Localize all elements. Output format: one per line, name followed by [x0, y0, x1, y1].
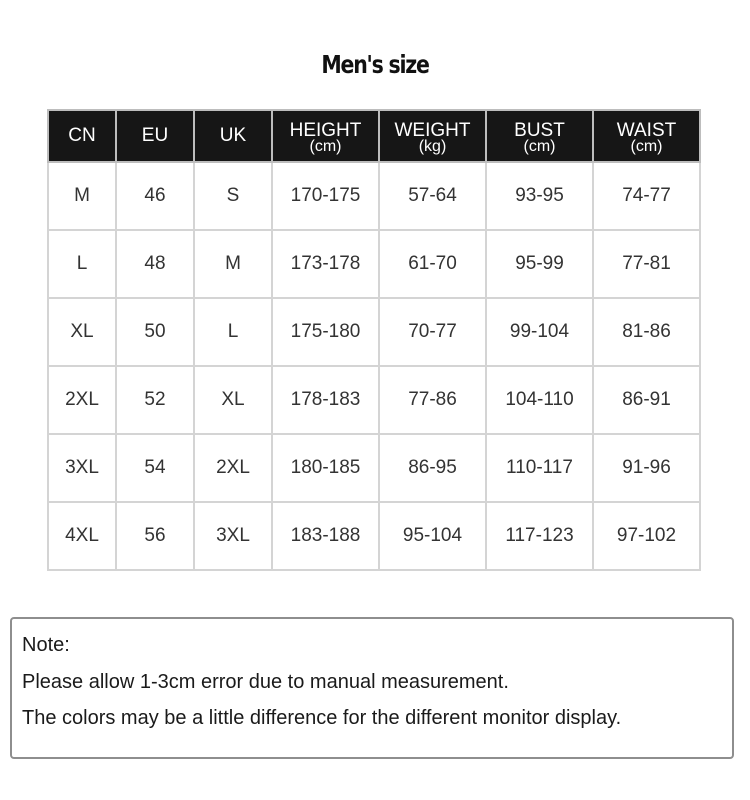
header-bust: [486, 110, 593, 162]
header-label: EU: [141, 125, 169, 146]
table-cell: M: [48, 162, 116, 230]
table-cell: 57-64: [379, 162, 486, 230]
table-cell: 77-86: [379, 366, 486, 434]
table-cell: M: [194, 230, 272, 298]
table-cell: 70-77: [379, 298, 486, 366]
header-eu: [116, 110, 194, 162]
table-header-row: [48, 110, 700, 162]
header-height: [272, 110, 379, 162]
header-waist: [593, 110, 700, 162]
table-cell: 95-99: [486, 230, 593, 298]
header-cn: [48, 110, 116, 162]
table-cell: 86-91: [593, 366, 700, 434]
header-weight: [379, 110, 486, 162]
page-title: Men's size: [321, 50, 429, 79]
table-cell: 4XL: [48, 502, 116, 570]
table-cell: 3XL: [194, 502, 272, 570]
table-cell: 117-123: [486, 502, 593, 570]
table-cell: 91-96: [593, 434, 700, 502]
table-row: [48, 434, 700, 502]
table-cell: 95-104: [379, 502, 486, 570]
table-cell: 178-183: [272, 366, 379, 434]
table-cell: 93-95: [486, 162, 593, 230]
table-cell: 46: [116, 162, 194, 230]
size-chart-table: [47, 109, 701, 571]
table-cell: XL: [48, 298, 116, 366]
note-line: The colors may be a little difference for the different monitor display.: [22, 707, 622, 729]
note-box: [10, 617, 734, 759]
table-cell: 74-77: [593, 162, 700, 230]
table-cell: 50: [116, 298, 194, 366]
table-cell: 2XL: [48, 366, 116, 434]
header-label: HEIGHT: [289, 119, 362, 141]
table-cell: XL: [194, 366, 272, 434]
header-unit: (kg): [418, 137, 447, 155]
table-cell: 175-180: [272, 298, 379, 366]
table-row: [48, 502, 700, 570]
note-heading: Note:: [22, 634, 70, 656]
header-uk: [194, 110, 272, 162]
table-cell: 48: [116, 230, 194, 298]
header-unit: (cm): [523, 137, 556, 155]
table-cell: 180-185: [272, 434, 379, 502]
table-cell: 99-104: [486, 298, 593, 366]
table-cell: 56: [116, 502, 194, 570]
table-cell: 2XL: [194, 434, 272, 502]
table-cell: 110-117: [486, 434, 593, 502]
table-cell: 170-175: [272, 162, 379, 230]
header-unit: (cm): [309, 137, 342, 155]
table-cell: 54: [116, 434, 194, 502]
table-cell: 81-86: [593, 298, 700, 366]
table-cell: 3XL: [48, 434, 116, 502]
header-label: BUST: [514, 119, 565, 141]
table-cell: S: [194, 162, 272, 230]
header-label: WAIST: [616, 119, 677, 141]
table-cell: 173-178: [272, 230, 379, 298]
table-row: [48, 230, 700, 298]
table-row: [48, 366, 700, 434]
table-cell: 104-110: [486, 366, 593, 434]
note-line: Please allow 1-3cm error due to manual measurement.: [22, 671, 509, 693]
header-unit: (cm): [630, 137, 663, 155]
table-cell: 52: [116, 366, 194, 434]
table-cell: 61-70: [379, 230, 486, 298]
table-cell: 77-81: [593, 230, 700, 298]
header-label: CN: [68, 125, 96, 146]
header-label: WEIGHT: [394, 119, 471, 141]
table-cell: L: [194, 298, 272, 366]
table-cell: 97-102: [593, 502, 700, 570]
header-label: UK: [219, 125, 247, 146]
table-row: [48, 298, 700, 366]
table-cell: L: [48, 230, 116, 298]
table-cell: 183-188: [272, 502, 379, 570]
table-row: [48, 162, 700, 230]
table-cell: 86-95: [379, 434, 486, 502]
